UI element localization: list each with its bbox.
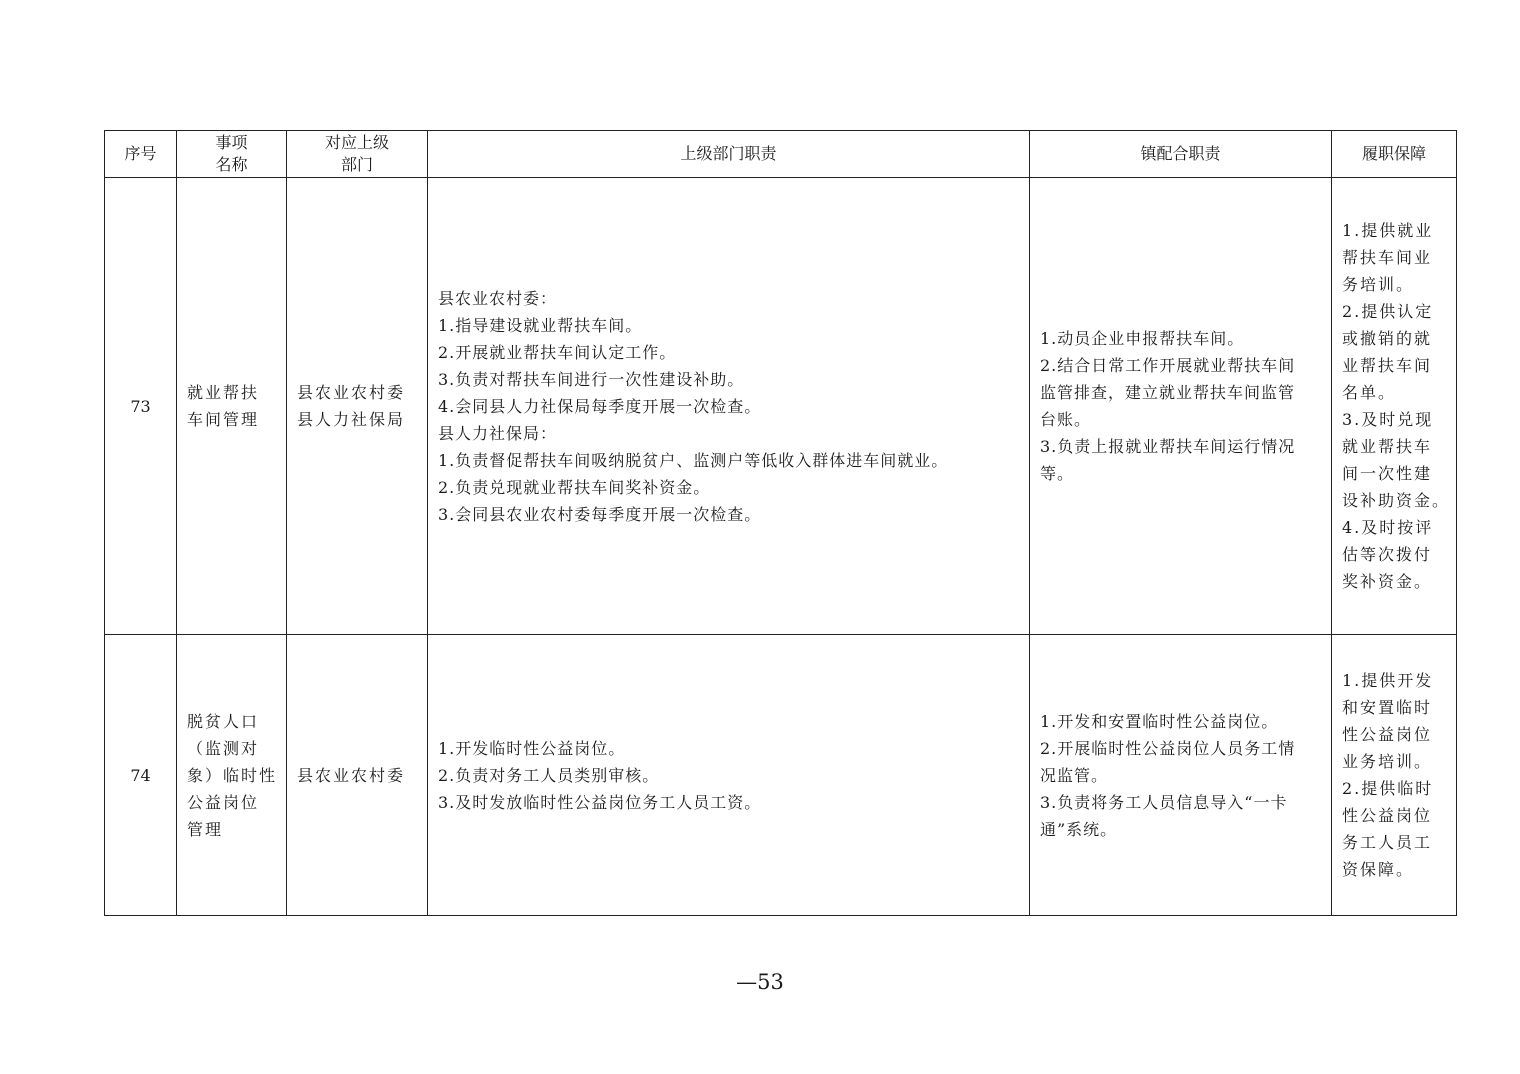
town-duty-line: 况监管。: [1040, 765, 1109, 785]
town-duty-line: 通”系统。: [1040, 819, 1118, 839]
guarantee-line: 2.提供临时: [1342, 779, 1434, 798]
guarantee-line: 性公益岗位: [1342, 806, 1433, 825]
header-item-name: [177, 131, 287, 178]
guarantee-line: 就业帮扶车: [1342, 437, 1433, 456]
guarantee-line: 或撤销的就: [1342, 329, 1433, 348]
table-row: [105, 178, 1457, 635]
town-duty-line: 1.动员企业申报帮扶车间。: [1040, 329, 1245, 348]
guarantee-line: 2.提供认定: [1342, 302, 1434, 321]
item-name-line: 脱贫人口: [187, 711, 260, 731]
guarantee-line: 3.及时兑现: [1342, 410, 1434, 429]
town-duties-cell: [1030, 178, 1332, 635]
guarantee-line: 名单。: [1342, 383, 1397, 402]
dept-line: 县农业农村委: [297, 383, 406, 402]
item-name-cell: [177, 178, 287, 635]
item-name-line: 象）临时性: [187, 765, 278, 785]
guarantee-line: 和安置临时: [1342, 698, 1433, 717]
town-duty-line: 3.负责将务工人员信息导入“一卡: [1040, 792, 1288, 812]
row-number: 73: [105, 178, 177, 635]
guarantee-cell: [1332, 635, 1457, 916]
page-number: —53: [736, 970, 784, 994]
table-row: [105, 635, 1457, 916]
upper-duty-line: 4.会同县人力社保局每季度开展一次检查。: [438, 396, 762, 416]
item-name-line: 公益岗位: [187, 792, 260, 812]
item-name-line: （监测对: [187, 738, 260, 758]
guarantee-line: 帮扶车间业: [1342, 248, 1433, 267]
header-row: [105, 131, 1457, 178]
header-item-name-line1: 事项: [215, 133, 248, 152]
item-name-line: 就业帮扶: [187, 383, 260, 402]
header-town-duties: 镇配合职责: [1030, 131, 1332, 178]
upper-duty-line: 2.负责对务工人员类别审核。: [438, 765, 660, 785]
guarantee-line: 4.及时按评: [1342, 518, 1434, 537]
dept-line: 县农业农村委: [297, 765, 406, 785]
upper-duties-cell: [428, 178, 1030, 635]
guarantee-line: 资保障。: [1342, 860, 1415, 879]
guarantee-line: 性公益岗位: [1342, 725, 1433, 744]
upper-duty-line: 县人力社保局：: [438, 423, 558, 443]
header-item-name-line2: 名称: [215, 155, 248, 174]
upper-duty-line: 县农业农村委：: [438, 288, 558, 308]
guarantee-line: 1.提供开发: [1342, 671, 1434, 690]
guarantee-line: 设补助资金。: [1342, 491, 1451, 510]
guarantee-cell: [1332, 178, 1457, 635]
header-upper-duties: 上级部门职责: [428, 131, 1030, 178]
guarantee-line: 业帮扶车间: [1342, 356, 1433, 375]
guarantee-line: 务培训。: [1342, 275, 1415, 294]
superior-dept-cell: [287, 635, 428, 916]
upper-duty-line: 2.开展就业帮扶车间认定工作。: [438, 342, 677, 362]
town-duty-line: 2.开展临时性公益岗位人员务工情: [1040, 738, 1296, 758]
guarantee-line: 间一次性建: [1342, 464, 1433, 483]
town-duty-line: 3.负责上报就业帮扶车间运行情况: [1040, 437, 1296, 456]
item-name-line: 管理: [187, 819, 224, 839]
item-name-cell: [177, 635, 287, 916]
duty-table: [104, 130, 1457, 916]
town-duty-line: 2.结合日常工作开展就业帮扶车间: [1040, 356, 1296, 375]
guarantee-line: 务工人员工: [1342, 833, 1433, 852]
upper-duty-line: 3.会同县农业农村委每季度开展一次检查。: [438, 504, 762, 524]
town-duty-line: 监管排查，建立就业帮扶车间监管: [1040, 383, 1296, 402]
upper-duty-line: 1.指导建设就业帮扶车间。: [438, 315, 643, 335]
header-superior-dept-line2: 部门: [340, 155, 373, 174]
item-name-line: 车间管理: [187, 410, 260, 429]
superior-dept-cell: [287, 178, 428, 635]
upper-duties-cell: [428, 635, 1030, 916]
upper-duty-line: 3.及时发放临时性公益岗位务工人员工资。: [438, 792, 762, 812]
upper-duty-line: 1.负责督促帮扶车间吸纳脱贫户、监测户等低收入群体进车间就业。: [438, 450, 949, 470]
town-duties-cell: [1030, 635, 1332, 916]
header-guarantee: 履职保障: [1332, 131, 1457, 178]
upper-duty-line: 1.开发临时性公益岗位。: [438, 738, 626, 758]
guarantee-line: 业务培训。: [1342, 752, 1433, 771]
upper-duty-line: 2.负责兑现就业帮扶车间奖补资金。: [438, 477, 711, 497]
upper-duty-line: 3.负责对帮扶车间进行一次性建设补助。: [438, 369, 745, 389]
header-superior-dept: [287, 131, 428, 178]
town-duty-line: 1.开发和安置临时性公益岗位。: [1040, 711, 1279, 731]
town-duty-line: 台账。: [1040, 410, 1092, 429]
guarantee-line: 估等次拨付: [1342, 545, 1433, 564]
row-number: 74: [105, 635, 177, 916]
header-no: 序号: [105, 131, 177, 178]
guarantee-line: 奖补资金。: [1342, 572, 1433, 591]
guarantee-line: 1.提供就业: [1342, 221, 1434, 240]
dept-line: 县人力社保局: [297, 410, 406, 429]
header-superior-dept-line1: 对应上级: [324, 133, 389, 152]
town-duty-line: 等。: [1040, 464, 1075, 483]
